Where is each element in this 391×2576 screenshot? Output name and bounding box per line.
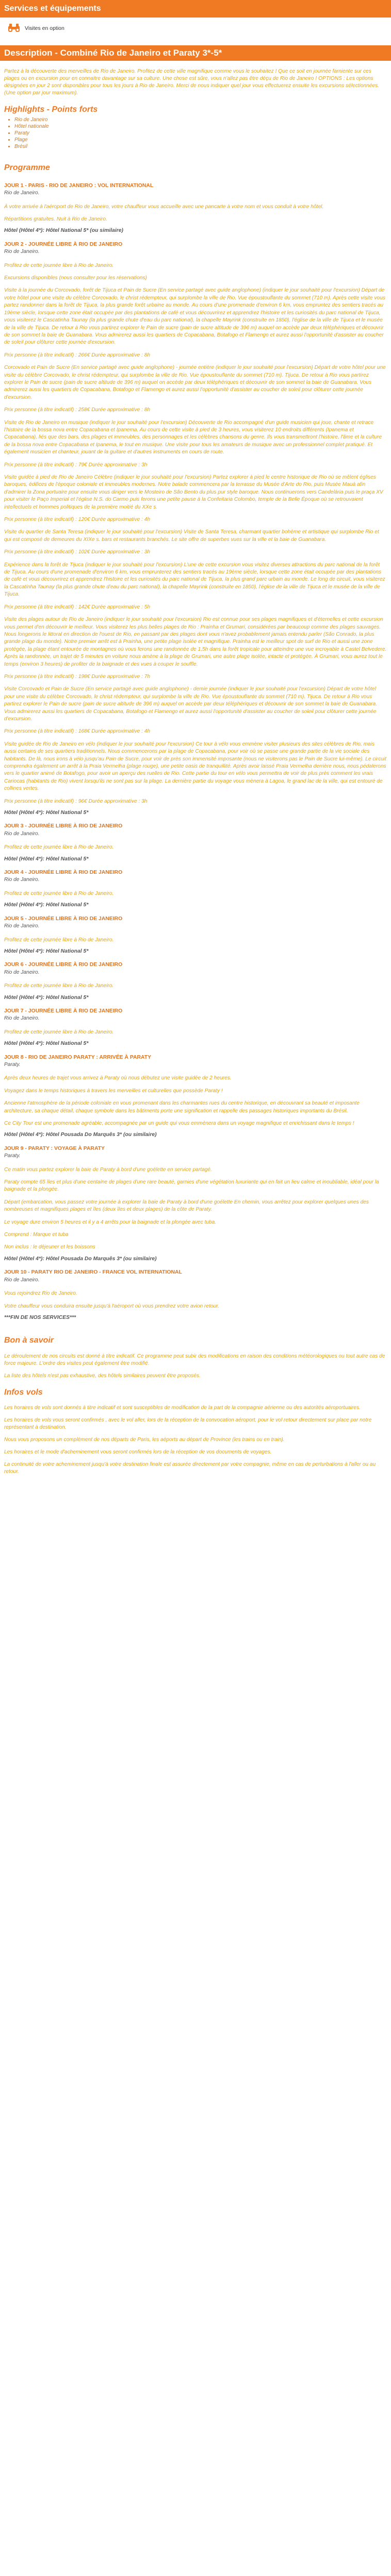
day-hotel: Hôtel (Hôtel 4*): Hôtel National 5* (ou similaire) <box>4 228 123 234</box>
infos-para: Les horaires et le mode d'acheminement vous seront confirmés lors de la réception de vos documents de voyages. <box>4 1449 272 1455</box>
infos-para: Les horaires de vols vous seront confirmés , avec le vol aller, lors de la réception de la convocation aéroport, pour le vol retour directement sur place par notre représentant à destination. <box>4 1417 372 1431</box>
day-hotel: Hôtel (Hôtel 4*): Hôtel Pousada Do Marquês 3* (ou similaire) <box>4 1256 157 1262</box>
day-paragraph: Visite Corcovado et Pain de Sucre (En service partagé avec guide anglophone) - demie journée (indiquer le jour souhaité pour l'excursion) Départ de votre hôtel pour une visite du célèbre Corcovado, le christ rédempteur, qui surplombe la ville de Rio. Vue époustouflante du sommet (710 m). Tijuca. De retour à Rio vous partirez explorer le Pain de sucre (pain de sucre altitude de 396 m) auquel on accède par deux téléphériques et découvrir de son sommet la baie de Guanabara. Vous admirerez aussi les quartiers de Copacabana, Botafogo et Flamengo et aurez aussi l'opportunité d'assister au coucher de soleil pour clôturer cette journée d'excursion. <box>4 686 378 722</box>
day-title: JOUR 3 - JOURNÉE LIBRE À RIO DE JANEIRO <box>4 823 123 829</box>
day-paragraph: Paraty compte 65 îles et plus d'une centaine de plages d'une rare beauté, garnies d'une végétation luxuriante qui en fait un lieu calme et inoubliable, idéal pour la baignade et la plongée. <box>4 1179 379 1193</box>
day-hotel: Hôtel (Hôtel 4*): Hôtel National 5* <box>4 1041 89 1047</box>
day-title: JOUR 4 - JOURNÉE LIBRE À RIO DE JANEIRO <box>4 870 123 876</box>
a-savoir-para: Le déroulement de nos circuits est donné à titre indicatif. Ce programme peut subir des modifications en raison des conditions météorologiques ou tout autre cas de force majeure. L'ordre des visites peut également être modifié. <box>4 1353 385 1366</box>
day-location: Paraty. <box>4 1153 21 1159</box>
feature-label: Visites en option <box>25 25 64 31</box>
day-block <box>0 241 391 817</box>
day-block <box>0 869 391 909</box>
binoculars-icon <box>7 23 21 34</box>
day-paragraph: Visite du quartier de Santa Teresa (indiquer le jour souhaité pour l'excursion) Visite de Santa Teresa, charmant quartier bohème et artistique qui surplombe Rio et qui est composé de demeures du XIXe s. bars et restaurants branchés. Le site offre de superbes vues sur la ville et la baie de Guanabara. <box>4 529 379 543</box>
day-block <box>0 1054 391 1139</box>
day-paragraph: À votre arrivée à l'aéroport de Rio de Janeiro, votre chauffeur vous accueille avec une pancarte à votre nom et vous conduit à votre hôtel. <box>4 204 324 210</box>
a-savoir-para: La liste des hôtels n'est pas exhaustive, des hôtels similaires peuvent être proposés. <box>4 1372 201 1379</box>
day-location: Rio de Janeiro. <box>4 1015 40 1022</box>
day-hotel: Hôtel (Hôtel 4*): Hôtel National 5* <box>4 948 89 954</box>
day-hotel: Hôtel (Hôtel 4*): Hôtel National 5* <box>4 902 89 908</box>
day-block <box>0 1269 391 1321</box>
day-paragraph: Prix personne (à titre indicatif) : 102€ Durée approximative : 3h <box>4 549 151 555</box>
day-paragraph: Profitez de cette journée libre à Rio de Janeiro. <box>4 937 114 943</box>
day-location: Rio de Janeiro. <box>4 1277 40 1283</box>
infos-para: Les horaires de vols sont donnés à titre indicatif et sont susceptibles de modification de la part de la compagnie aérienne ou des autorités aéroportuaires. <box>4 1405 361 1411</box>
day-paragraph: Répartitions gratuites. Nuit à Rio de Janeiro. <box>4 216 107 223</box>
infos-vols-title: Infos vols <box>4 1387 43 1397</box>
day-title: JOUR 6 - JOURNÉE LIBRE À RIO DE JANEIRO <box>4 962 123 968</box>
day-paragraph: Excursions disponibles (nous consulter pour les réservations) <box>4 275 147 281</box>
programme-title: Programme <box>4 163 50 173</box>
day-title: JOUR 5 - JOURNÉE LIBRE À RIO DE JANEIRO <box>4 916 123 922</box>
day-hotel: Hôtel (Hôtel 4*): Hôtel National 5* <box>4 856 89 862</box>
day-block <box>0 916 391 956</box>
day-paragraph: Profitez de cette journée libre à Rio de Janeiro. <box>4 844 114 851</box>
infos-para: La continuité de votre acheminement jusqu'à votre destination finale est assurée directement par votre compagnie, même en cas de perturbations à l'aller ou au retour. <box>4 1462 376 1475</box>
day-paragraph: Prix personne (à titre indicatif) : 258€ Durée approximative : 8h <box>4 407 151 413</box>
day-paragraph: Voyagez dans le temps historiques à travers les merveilles et culturelles que possède Paraty ! <box>4 1088 223 1094</box>
highlights-title: Highlights - Points forts <box>4 105 98 114</box>
day-paragraph: Profitez de cette journée libre à Rio de Janeiro. <box>4 1029 114 1035</box>
day-location: Paraty. <box>4 1061 21 1067</box>
day-title: JOUR 10 - PARATY RIO DE JANEIRO - FRANCE VOL INTERNATIONAL <box>4 1269 182 1276</box>
day-paragraph: Non inclus : le déjeuner et les boissons <box>4 1244 95 1250</box>
day-title: JOUR 8 - RIO DE JANEIRO PARATY : ARRIVÉE À PARATY <box>4 1054 152 1060</box>
day-paragraph: Votre chauffeur vous conduira ensuite jusqu'à l'aéroport où vous prendrez votre avion retour. <box>4 1303 220 1309</box>
day-paragraph: Prix personne (à titre indicatif) : 120€ Durée approximative : 4h <box>4 517 151 523</box>
day-paragraph: Départ (embarcation, vous passez votre journée à explorer la baie de Paraty à bord d'une goélette En chemin, vous arrêtez pour explorer quelques unes des nombreuses et magnifiques plages et îles (deux îles et deux plages) de la côte de Paraty. <box>4 1199 369 1213</box>
day-location: Rio de Janeiro. <box>4 190 40 196</box>
day-paragraph: Visite guidée de Rio de Janeiro en vélo (indiquer le jour souhaité pour l'excursion) Ce tour à vélo vous emmène visiter plusieurs des sites célèbres de Rio, mais aussi certains de ses quartiers traditionnels. Nous commencerons par la plage de Copacabana, pour voir où se passe une grande partie de la vie sociale des habitants. De là, nous irons à vélo jusqu'au Pain de Sucre, pour voir de près son immensité imposante (nous ne visiterons pas le Pain de Sucre lui-même). Le circuit comprendra également un arrêt à la Praia Vermelha (plage rouge), une petite oasis de tranquillité. Après avoir laissé Praia Vermelha derrière nous, nous pédalerons vers le quartier animé de Botafogo, pour avoir un aperçu des ruelles de Rio. Cette partie du tour en vélo vous permettra de voir de plus près comment les vrais Cariocas (habitants de Rio) vivent lorsqu'ils ne sont pas sur la plage. La dernière partie du voyage vous mènera à Lagoa, le grand lac de la ville, qui est entouré de collines vertes. <box>4 741 386 792</box>
feature-visites-option <box>0 18 391 34</box>
day-location: Rio de Janeiro. <box>4 877 40 883</box>
day-block <box>0 1008 391 1048</box>
highlight-item: • Paraty <box>14 130 391 137</box>
day-paragraph: Visite à la journée du Corcovado, forêt de Tijuca et Pain de Sucre (En service partagé avec guide anglophone) (indiquer le jour souhaité pour l'excursion) Départ de votre hôtel pour une visite du célèbre Corcovado, le christ rédempteur, qui surplombe la ville de Rio. Vue époustouflante du sommet (710 m). Après cette visite vous partez randonner dans la forêt de Tijuca, la plus grande forêt urbaine au monde. Au cours d'une promenade d'environ 6 km, vous empruntez des sentiers tracés au 19ème siècle, lorsque cette zone était occupée par des plantations de café et vous découvrirez et apprendrez l'histoire et les curiosités du parc national de Tijuca, vous visiterez le Cascatinha Taunay (la plus grande chute d'eau du parc national), la chapelle Mayrink (construite en 1850), l'église de la ville de Tijuca et le musée de la ville de Tijuca. De retour à Rio vous partirez explorer le Pain de sucre (pain de sucre altitude de 396 m) auquel on accède par deux téléphériques et découvrir de son sommet la baie de Guanabara. Vous admirerez aussi les quartiers de Copacabana, Botafogo et Flamengo et aurez aussi l'opportunité d'assister au coucher de soleil pour clôturer cette journée d'excursion. <box>4 287 385 346</box>
day-paragraph: Expérience dans la forêt de Tijuca (indiquer le jour souhaité pour l'excursion) L'une de cette excursion vous visitez diverses attractions du parc national de la forêt de Tijuca. Au cours d'une promenade d'environ 6 km, vous emprunterez des sentiers tracés au 19ème siècle, lorsque cette zone était occupée par des plantations de café et vous découvrirez et apprendrez l'histoire et les curiosités du parc national de Tijuca, la plus grand parc urbain au monde. Le long de circuit, vous visiterez la Cascatinha Taunay (la plus grande chute d'eau du parc national), la chapelle Mayrink (construite en 1850), l'église de la ville de Tijuca et le musée de la ville de Tijuca. <box>4 562 385 598</box>
day-paragraph: Le voyage dure environ 5 heures et il y a 4 arrêts pour la baignade et la plongée avec tuba. <box>4 1219 217 1225</box>
description-header: Description - Combiné Rio de Janeiro et Paraty 3*-5* <box>0 45 391 61</box>
day-paragraph: Après deux heures de trajet vous arrivez à Paraty où nous débutez une visite guidée de 2 heures. <box>4 1075 232 1081</box>
day-location: Rio de Janeiro. <box>4 969 40 975</box>
day-block <box>0 1145 391 1263</box>
day-title: JOUR 1 - PARIS - RIO DE JANEIRO : VOL INTERNATIONAL <box>4 182 154 189</box>
day-paragraph: Prix personne (à titre indicatif) : 168€ Durée approximative : 4h <box>4 728 151 735</box>
day-hotel: Hôtel (Hôtel 4*): Hôtel National 5* <box>4 810 89 816</box>
a-savoir-title: Bon à savoir <box>4 1336 54 1345</box>
day-location: Rio de Janeiro. <box>4 923 40 929</box>
day-paragraph: Visite des plages autour de Rio de Janeiro (indiquer le jour souhaité pour l'excursion) Rio est connue pour ses plages magnifiques et d'éternelles et cette excursion vous permet d'en découvrir le meilleur. Vous visiterez les plus belles plages de Rio : Prainha et Grumari, considérées par beaucoup comme des plages sauvages. Nous longerons le littoral en direction de l'ouest de Rio, en passant par des plages dont vous n'avez probablement jamais entendu parler (São Conrado, la plus grande plage du monde). Notre premier arrêt est à Prainha, une petite plage isolée et magnifique. Prainha est le meilleur spot de surf de Rio et aussi une zone protégée, la plage étant entourée de montagnes où vous ferons une randonnée de 1,5h dans la forêt tropicale pour atteindre une vue incroyable à Castel Belvedere. Après la randonnée, un trajet de 5 minutes en voiture nous amène à la plage de Grumari, une autre plage isolée, intacte et protégée. À Grumari, vous aurez tout le temps (environ 3 heures) de profiter de la baignade et des vues à couper le souffle. <box>4 617 387 667</box>
day-title: JOUR 7 - JOURNÉE LIBRE À RIO DE JANEIRO <box>4 1008 123 1014</box>
day-block <box>0 961 391 1002</box>
day-paragraph: Prix personne (à titre indicatif) : 266€ Durée approximative : 8h <box>4 352 151 358</box>
day-paragraph: Vous rejoindrez Rio de Janeiro. <box>4 1291 77 1297</box>
day-paragraph: Visite de Rio de Janeiro en musique (indiquer le jour souhaité pour l'excursion) Découverte de Rio accompagné d'un guide musicien qui joue, chante et retrace l'histoire de la bossa nova entre Copacabana et Ipanema. Au cours de cette visite à pied de 3 heures, vous visiterez 10 endroits différents (Ipanema et Copacabana), liés que des bars, des plages et immeubles, des personnages et les célèbres chansons du genre. Ils vous transmettront l'histoire, l'âme et la culture de la bossa nova entre Copacabana et Ipanema, le tout en musique. Une visite pour tous les amateurs de musique avec un professionnel complet pratiqué. Et également musicien et chanteur, jouant de la guitare et d'autres instruments en cours de route. <box>4 419 382 455</box>
day-hotel: Hôtel (Hôtel 4*): Hôtel Pousada Do Marquês 3* (ou similaire) <box>4 1132 157 1138</box>
day-paragraph: Comprend : Marque et tuba <box>4 1232 69 1238</box>
day-paragraph: Ancienne l'atmosphère de la période coloniale en vous promenant dans les charmantes rues du centre historique, en découvrant sa beauté et imposante architecture, sa chaque détail, chaque symbole dans les bâtiments porte une signification et rappelle des passages historiques importants du Brésil. <box>4 1100 360 1114</box>
day-title: JOUR 2 - JOURNÉE LIBRE À RIO DE JANEIRO <box>4 241 123 247</box>
day-paragraph: Profitez de cette journée libre à Rio de Janeiro. <box>4 262 114 268</box>
programme-days <box>0 182 391 1322</box>
day-hotel: Hôtel (Hôtel 4*): Hôtel National 5* <box>4 994 89 1001</box>
day-paragraph: Profitez de cette journée libre à Rio de Janeiro. <box>4 890 114 896</box>
day-paragraph: Prix personne (à titre indicatif) : 142€ Durée approximative : 5h <box>4 604 151 610</box>
day-location: Rio de Janeiro. <box>4 249 40 255</box>
highlight-item: • Hôtel nationale <box>14 123 391 130</box>
day-paragraph: Ce matin vous partez explorer la baie de Paraty à bord d'une goélette en service partagé. <box>4 1166 212 1173</box>
day-title: JOUR 9 - PARATY : VOYAGE À PARATY <box>4 1145 105 1151</box>
intro-text: Partez à la découverte des merveilles de Rio de Janeiro. Profitez de cette ville magnifique comme vous le souhaitez ! Que ce soit en journée farniente sur ces plages ou en excursion pour en connaitre davantage sur sa culture. Une chose est sûre, vous n'allez pas être déçu de Rio de Janeiro ! OPTIONS : Les options désignées en jour 2 sont disponibles pour tous les jours à Rio de Janeiro. Merci de nous indiquer quel jour vous effectuerez ensuite les excursions sélectionnées. (Une option par jour maximum). <box>4 69 380 96</box>
infos-para: Nous vous proposons un complément de nos départs de Paris, les aéports au départ de Province (les trains ou en train). <box>4 1437 285 1443</box>
day-paragraph: Corcovado et Pain de Sucre (En service partagé avec guide anglophone) - journée entière (indiquer le jour souhaité pour l'excursion) Départ de votre hôtel pour une visite du célèbre Corcovado, le christ rédempteur, qui surplombe la ville de Rio. Vue époustouflante du sommet (710 m). Tijuca. De retour à Rio vous partirez explorer le Pain de sucre (pain de sucre altitude de 396 m) auquel on accède par deux téléphériques et découvrir de son sommet la baie de Guanabara. Vous admirerez aussi les quartiers de Copacabana, Botafogo et Flamengo et aurez aussi l'opportunité d'assister au coucher de soleil pour clôturer cette journée d'excursion. <box>4 365 386 400</box>
day-paragraph: Prix personne (à titre indicatif) : 198€ Durée approximative : 7h <box>4 673 151 680</box>
day-paragraph: Prix personne (à titre indicatif) : 79€ Durée approximative : 3h <box>4 462 148 468</box>
highlight-item: • Brésil <box>14 143 391 150</box>
highlight-item: • Plage <box>14 137 391 143</box>
day-paragraph: Ce City Tour est une promenade agréable, accompagnée par un guide qui vous emmènera dans un voyage magnifique et enrichissant dans le temps ! <box>4 1121 354 1126</box>
highlight-item: • Rio de Janeiro <box>14 116 391 123</box>
day-block <box>0 182 391 235</box>
day-paragraph: Visite guidée à pied de Rio de Janeiro Célèbre (indiquer le jour souhaité pour l'excursion) Partez explorer à pied le centre historique de Rio où se mêlent églises baroques, édifices de l'époque coloniale et immeubles modernes. Notre balade commencera par la terrasse du Musée d'Arte do Rio, puis Musée Mauá afin d'admirer la Zona portuaire pour ensuite vous diriger vers le Mosteiro de São Bento du plus pur style baroque. Nous continuerons vers Candelária puis le praça XV pour visiter le Paço Imperial et l'église N.S. do Carmo puis ferons une petite pause à la Confeitaria Colombo, temple de la Belle Époque où se retrouvaient intellectuels et hommes politiques de la première moitié du XXe s. <box>4 474 383 510</box>
services-header: Services et équipements <box>0 0 391 18</box>
day-paragraph: Prix personne (à titre indicatif) : 96€ Durée approximative : 3h <box>4 798 148 804</box>
day-block <box>0 823 391 863</box>
highlights-list <box>0 116 391 150</box>
day-paragraph: Profitez de cette journée libre à Rio de Janeiro. <box>4 983 114 989</box>
day-hotel: ***FIN DE NOS SERVICES*** <box>4 1314 76 1320</box>
day-location: Rio de Janeiro. <box>4 831 40 837</box>
